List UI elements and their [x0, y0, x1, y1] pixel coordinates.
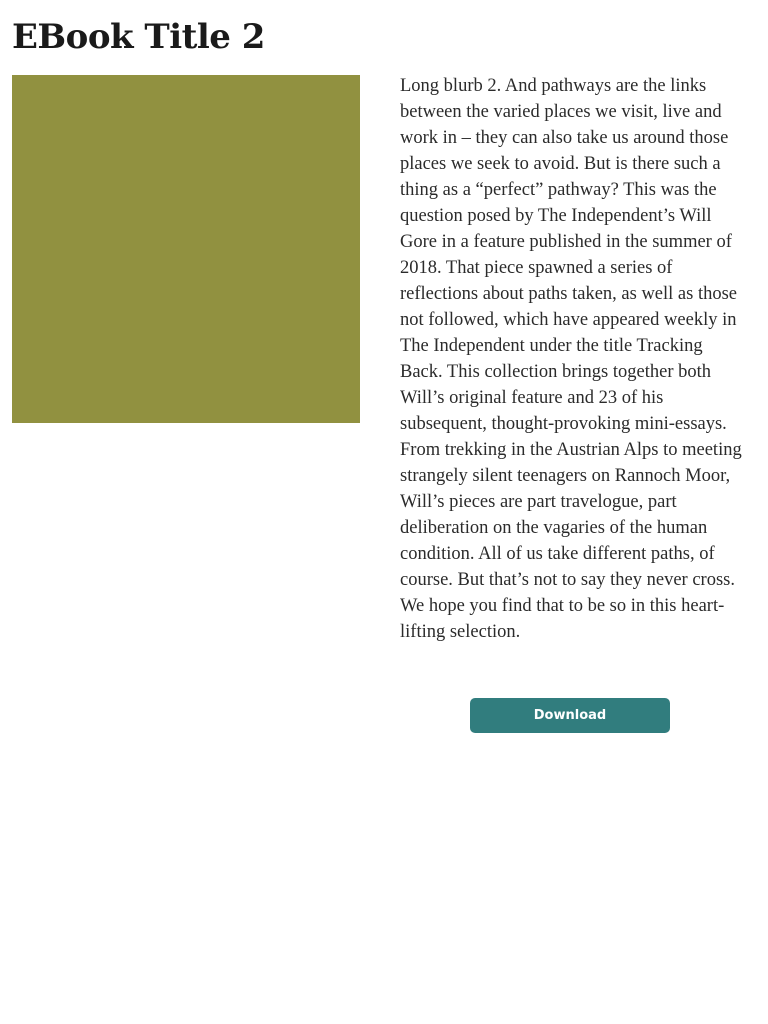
ebook-blurb: Long blurb 2. And pathways are the links between the varied places we visit, live and work in – they can also take us around those places we seek to avoid. But is there such a thing as a “perfect” pathway? This was the question posed by The Independent’s Will Gore in a feature published in the summer of 2018. That piece spawned a series of reflections about paths taken, as well as those not followed, which have appeared weekly in The Independent under the title Tracking Back. This collection brings together both Will’s original feature and 23 of his subsequent, thought-provoking mini-essays. From trekking in the Austrian Alps to meeting strangely silent teenagers on Rannoch Moor, Will’s pieces are part travelogue, part deliberation on the vagaries of the human condition. All of us take different paths, of course. But that’s not to say they never cross. We hope you find that to be so in this heart-lifting selection.: [400, 76, 742, 642]
ebook-cover-image: [12, 75, 360, 423]
ebook-title: EBook Title 2: [12, 17, 265, 57]
download-button[interactable]: Download: [470, 698, 670, 733]
